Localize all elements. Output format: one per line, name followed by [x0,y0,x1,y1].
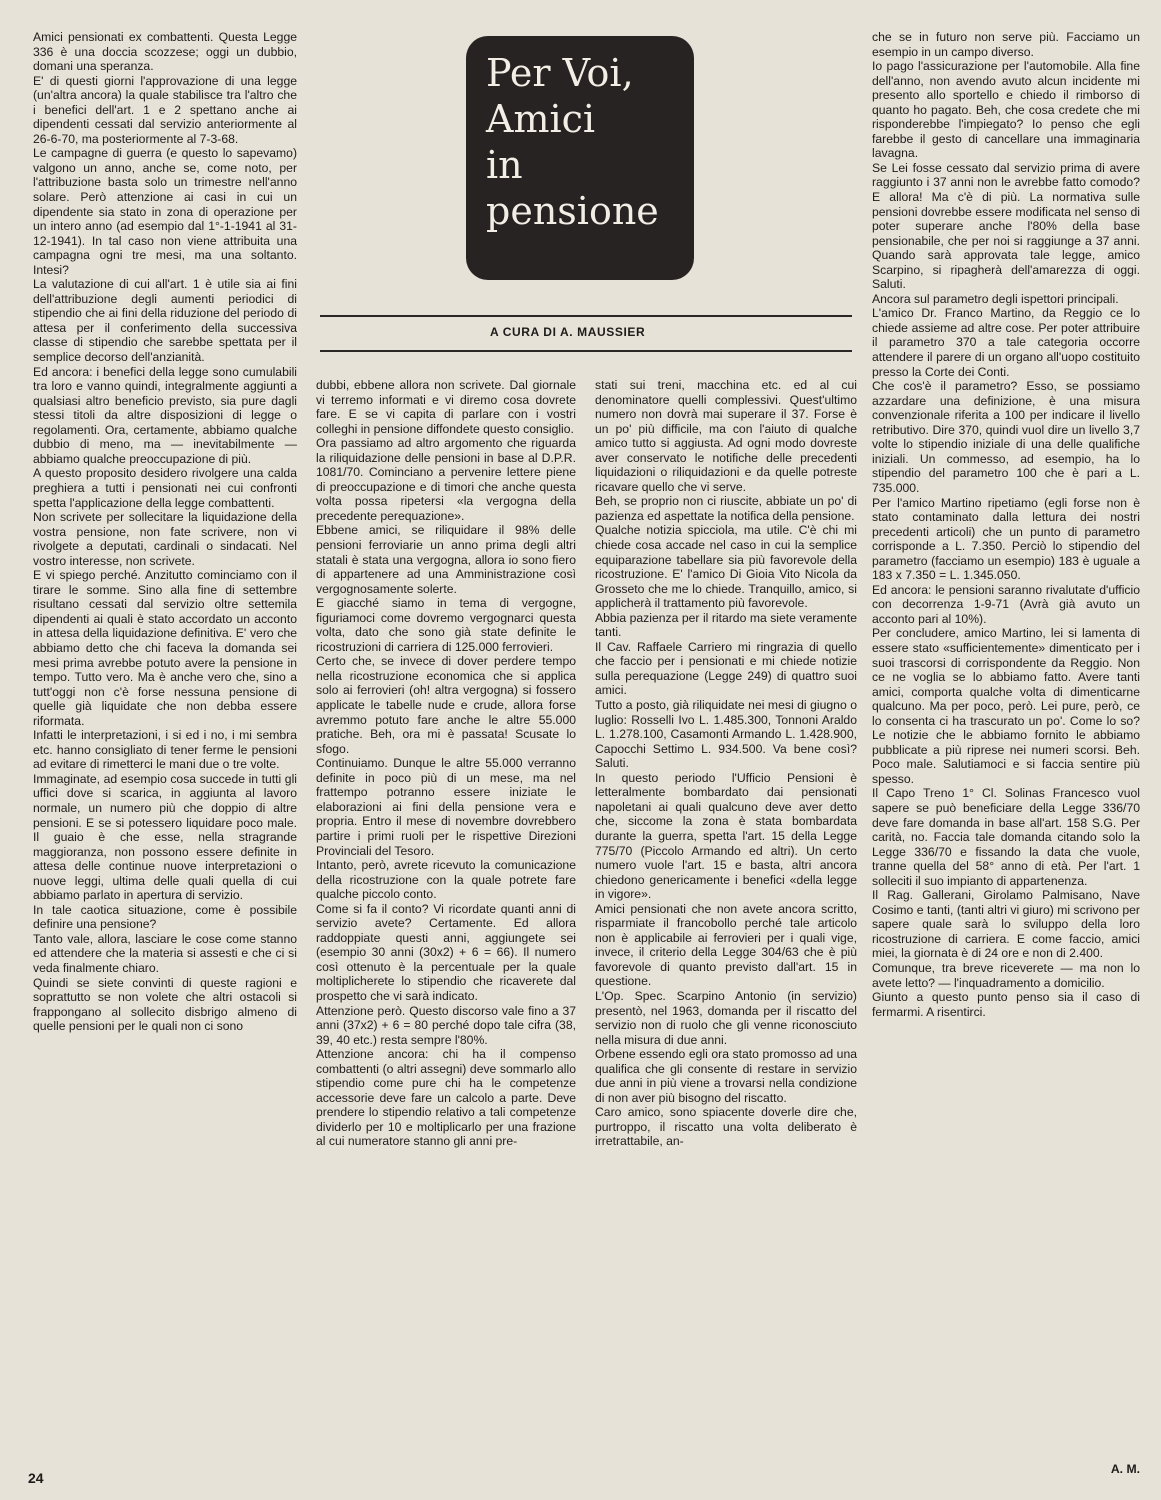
paragraph: Ebbene amici, se riliquidare il 98% delle pensioni ferroviarie un anno prima degli altri statali è stata una vergogna, allora io sono fiero di appartenere ad una Amministrazione così vergognosamente solerte. [316,523,576,596]
title-line-1: Per Voi, [486,51,634,95]
byline: A CURA DI A. MAUSSIER [490,325,646,339]
paragraph: In questo periodo l'Ufficio Pensioni è letteralmente bombardato dai pensionati napoletani ai quali qualcuno deve aver detto che, siccome la zona è stata bombardata durante la guerra, spetta l'art. 15 della Legge 775/70 (Piccolo Armando ed altri). Un certo numero vuole l'art. 15 e basta, altri ancora chiedono genericamente i benefici «della legge in vigore». [595,770,857,902]
title-line-2: Amici [486,97,596,141]
paragraph: In tale caotica situazione, come è possibile definire una pensione? [33,902,297,932]
paragraph: Se Lei fosse cessato dal servizio prima di avere raggiunto i 37 anni non le avrebbe fatto comodo? E allora! Ma c'è di più. La normativa sulle pensioni dovrebbe essere modificata nel senso di poter superare anche l'80% della base pensionabile, che per noi si raggiunge a 37 anni. Quando sarà approvata tale legge, amico Scarpino, si ripagherà dell'amarezza di oggi. Saluti. [872,160,1140,292]
paragraph: A questo proposito desidero rivolgere una calda preghiera a tutti i pensionati nei cui confronti spetta l'applicazione della legge combattenti. [33,466,297,510]
paragraph: L'Op. Spec. Scarpino Antonio (in servizio) presentò, nel 1963, domanda per il riscatto del servizio non di ruolo che gli venne riconosciuto nella misura di due anni. [595,988,857,1047]
paragraph: Certo che, se invece di dover perdere tempo nella ricostruzione economica che si applica solo ai ferrovieri (oh! altra vergogna) si fossero applicate le tabelle nude e crude, allora forse avremmo potuto fare anche le altre 55.000 pratiche. Beh, ora mi è passata! Scusate lo sfogo. [316,654,576,756]
paragraph: dubbi, ebbene allora non scrivete. Dal giornale vi terremo informati e vi diremo cosa dovrete fare. E se vi capita di parlare con i vostri colleghi in pensione diffondete questo consiglio. [316,378,576,436]
text-column-2 [316,378,576,1478]
paragraph: E' di questi giorni l'approvazione di una legge (un'altra ancora) la quale stabilisce tra l'altro che i benefici dell'art. 1 e 2 spettano anche ai dipendenti cessati dal servizio anteriormente al 26-6-70, ma posteriormente al 7-3-68. [33,73,297,146]
paragraph: Abbia pazienza per il ritardo ma siete veramente tanti. [595,610,857,640]
paragraph: Attenzione ancora: chi ha il compenso combattenti (o altri assegni) deve sommarlo allo stipendio come pure chi ha le competenze accessorie deve fare un calcolo a parte. Deve prendere lo stipendio relativo a tali competenze dividerlo per 10 e moltiplicarlo per una frazione al cui numeratore stanno gli anni pre- [316,1047,576,1149]
paragraph: Io pago l'assicurazione per l'automobile. Alla fine dell'anno, non avendo avuto alcun incidente mi presento allo sportello e chiedo il rimborso di quanto ho pagato. Beh, che cosa credete che mi risponderebbe l'impiegato? Io penso che egli farebbe il gesto di cancellare una immaginaria lavagna. [872,59,1140,161]
text-column-1 [33,30,297,1462]
paragraph: Ora passiamo ad altro argomento che riguarda la riliquidazione delle pensioni in base al D.P.R. 1081/70. Cominciano a pervenire lettere piene di preoccupazione e di timori che anche questa volta possa ripetersi «la vergogna della precedente perequazione». [316,436,576,523]
paragraph: E vi spiego perché. Anzitutto cominciamo con il tirare le somme. Sino alla fine di settembre risultano cessati dal servizio oltre settemila dipendenti ai quali è stato accordato un acconto in attesa della liquidazione definitiva. E' vero che abbiamo detto che chi faceva la domanda sei mesi prima avrebbe potuto avere la pensione in tempo. Tutto vero. Ma è anche vero che, sino a tutt'oggi non c'è forse nessuna pensione di quelle già liquidate che non debba essere riformata. [33,568,297,728]
paragraph: Ed ancora: le pensioni saranno rivalutate d'ufficio con decorrenza 1-9-71 (Avrà già avuto un acconto pari al 10%). [872,582,1140,626]
paragraph: Come si fa il conto? Vi ricordate quanti anni di servizio avete? Certamente. Ed allora raddoppiate questi anni, aggiungete sei (esempio 30 anni (30x2) + 6 = 66). Il numero così ottenuto è la percentuale per la quale moltiplicherete lo stipendio che ricaverete dal prospetto che vi sarà indicato. [316,901,576,1003]
text-column-3 [595,378,857,1478]
paragraph: E giacché siamo in tema di vergogne, figuriamoci come dovremo vergognarci questa volta, dato che sono già state definite le ricostruzioni di carriera di 125.000 ferrovieri. [316,596,576,654]
paragraph: Amici pensionati che non avete ancora scritto, risparmiate il francobollo perché tale articolo non è applicabile ai ferrovieri per i quali vige, invece, il criterio della Legge 304/63 che è più favorevole di quanto previsto dall'art. 15 in questione. [595,901,857,989]
paragraph: Ed ancora: i benefici della legge sono cumulabili tra loro e vanno quindi, integralmente aggiunti a qualsiasi altro beneficio previsto, sia pure dagli stessi titoli da altre disposizioni di legge o regolamenti. Ora, certamente, abbiamo qualche dubbio di meno, ma — inevitabilmente — abbiamo qualche preoccupazione di più. [33,364,297,466]
signature: A. M. [1110,1462,1140,1476]
title-box [466,36,694,280]
paragraph: La valutazione di cui all'art. 1 è utile sia ai fini dell'attribuzione degli aumenti periodici di stipendio che ai fini della riduzione del periodo di attesa per il conferimento della successiva classe di stipendio che sarebbe spettata per il semplice decorso dell'anzianità. [33,277,297,365]
paragraph: che se in futuro non serve più. Facciamo un esempio in un campo diverso. [872,30,1140,59]
paragraph: Caro amico, sono spiacente doverle dire che, purtroppo, il riscatto una volta deliberato è irretrattabile, an- [595,1105,857,1149]
paragraph: Qualche notizia spicciola, ma utile. C'è chi mi chiede cosa accade nel caso in cui la semplice equiparazione tabellare sia più favorevole della ricostruzione. E' l'amico Di Gioia Vito Nicola da Grosseto che me lo chiede. Tranquillo, amico, si applicherà il trattamento più favorevole. [595,523,857,611]
paragraph: Continuiamo. Dunque le altre 55.000 verranno definite in poco più di un mese, ma nel frattempo potranno essere iniziate le elaborazioni ai fini della pensione vera e propria. Entro il mese di novembre dovrebbero partire i primi ruoli per le rispettive Direzioni Provinciali del Tesoro. [316,756,576,858]
paragraph: Quindi se siete convinti di queste ragioni e soprattutto se non volete che altri ostacoli si frappongano al sollecito disbrigo almeno di quelle pensioni per le quali non ci sono [33,975,297,1034]
paragraph: Il Cav. Raffaele Carriero mi ringrazia di quello che faccio per i pensionati e mi chiede notizie sulla perequazione (Legge 249) di quattro suoi amici. [595,639,857,698]
paragraph: Infatti le interpretazioni, i si ed i no, i mi sembra etc. hanno consigliato di tener ferme le pensioni ad evitare di rimetterci le mani due o tre volte. [33,728,297,772]
title-line-4: pensione [486,189,659,233]
paragraph: Ancora sul parametro degli ispettori principali. [872,291,1119,306]
paragraph: stati sui treni, macchina etc. ed al cui denominatore quelli complessivi. Quest'ultimo numero non dovrà mai superare il 37. Forse è un po' più difficile, ma con l'aiuto di qualche amico tutto si aggiusta. Ad ogni modo dovreste aver conservato le notifiche delle precedenti liquidazioni o riliquidazioni e da quelle potreste ricavare quello che vi serve. [595,378,857,494]
paragraph: Che cos'è il parametro? Esso, se possiamo azzardare una definizione, è una misura convenzionale riferita a 100 per indicare il livello retributivo. Dire 370, quindi vuol dire un livello 3,7 volte lo stipendio iniziale di una delle qualifiche iniziali. Un commesso, ad esempio, ha lo stipendio del parametro 100 che è pari a L. 735.000. [872,379,1140,495]
paragraph: Attenzione però. Questo discorso vale fino a 37 anni (37x2) + 6 = 80 perché dopo tale cifra (38, 39, 40 etc.) resta sempre l'80%. [316,1003,576,1047]
paragraph: Immaginate, ad esempio cosa succede in tutti gli uffici dove si scarica, in aggiunta al lavoro normale, un numero più che doppio di altre pensioni. E se si potessero liquidare poco male. Il guaio è che esse, nella stragrande maggioranza, non possono essere definite in attesa delle continue nuove interpretazioni o nuove leggi, ultima delle quali quella di cui abbiamo parlato in apertura di servizio. [33,771,297,903]
paragraph: Le campagne di guerra (e questo lo sapevamo) valgono un anno, anche se, come noto, per l'attribuzione basta solo un trimestre nell'anno solare. Però attenzione ai casi in cui un dipendente sia stato in zona di operazione per un intero anno (ad esempio dal 1°-1-1941 al 31-12-1941). In tal caso non viene attribuita una campagna ogni tre mesi, ma una soltanto. Intesi? [33,146,297,277]
paragraph: Intanto, però, avrete ricevuto la comunicazione della ricostruzione con la quale potrete fare qualche piccolo conto. [316,858,576,902]
paragraph: L'amico Dr. Franco Martino, da Reggio ce lo chiede assieme ad altre cose. Per poter attribuire il parametro 370 a tale categoria occorre attendere il parere di un organo all'uopo costituito presso la Corte dei Conti. [872,306,1140,379]
paragraph: Comunque, tra breve riceverete — ma non lo avete letto? — l'inquadramento a domicilio. [872,961,1140,990]
text-column-4 [872,30,1140,1462]
paragraph: Orbene essendo egli ora stato promosso ad una qualifica che gli consente di restare in servizio due anni in più viene a trovarsi nella condizione di non aver più bisogno del riscatto. [595,1047,857,1105]
header-rule-top [320,315,852,317]
paragraph: Tanto vale, allora, lasciare le cose come stanno ed attendere che la materia si assesti e che ci si veda finalmente chiaro. [33,931,297,975]
header-rule-bottom [320,350,852,352]
paragraph: Giunto a questo punto penso sia il caso di fermarmi. A risentirci. [872,990,1140,1019]
paragraph: Beh, se proprio non ci riuscite, abbiate un po' di pazienza ed aspettate la notifica della pensione. [595,494,857,523]
page-number: 24 [28,1470,44,1486]
paragraph: Tutto a posto, già riliquidate nei mesi di giugno o luglio: Rosselli Ivo L. 1.485.300, Tonnoni Araldo L. 1.278.100, Casamonti Armando L. 1.428.900, Capocchi Settimo L. 934.500. Va bene così? Saluti. [595,698,857,771]
title-line-3: in [486,143,523,187]
paragraph: Amici pensionati ex combattenti. Questa Legge 336 è una doccia scozzese; oggi un dubbio, domani una speranza. [33,30,297,74]
paragraph: Per l'amico Martino ripetiamo (egli forse non è stato contaminato dalla lettura dei nostri precedenti articoli) che un punto di parametro corrisponde a L. 7.350. Perciò lo stipendio del parametro (facciamo un esempio) 183 è uguale a 183 x 7.350 = L. 1.345.050. [872,495,1140,583]
paragraph: Il Capo Treno 1° Cl. Solinas Francesco vuol sapere se può beneficiare della Legge 336/70 deve fare domanda in base all'art. 158 S.G. Per carità, no. Faccia tale domanda citando solo la Legge 336/70 e fissando la data che vuole, tranne quella del 58° anno di età. Per l'art. 1 solleciti il suo impianto di appartenenza. [872,786,1140,888]
paragraph: Non scrivete per sollecitare la liquidazione della vostra pensione, non fate scrivere, non vi rivolgete a deputati, cardinali o sindacati. Nel vostro interesse, non scrivete. [33,510,297,568]
article-title [486,50,686,234]
paragraph: Per concludere, amico Martino, lei si lamenta di essere stato «sufficientemente» dimenticato per i suoi trascorsi di corrispondente da Reggio. Non ce ne voglia se lo abbiamo fatto. Avere tanti amici, comporta qualche volta di dimenticarne qualcuno. Ma per poco, però. Lei pure, però, ce lo consenta ci ha trascurato un po'. Come lo so? Le notizie che le abbiamo fornito le abbiamo pubblicate a più riprese nei numeri scorsi. Beh. Poco male. Salutiamoci e si faccia sentire più spesso. [872,626,1140,786]
paragraph: Il Rag. Gallerani, Girolamo Palmisano, Nave Cosimo e tanti, (tanti altri vi giuro) mi scrivono per sapere quale sarà lo sviluppo della loro ricostruzione di carriera. E come faccio, amici miei, la giornata è di 24 ore e non di 2.400. [872,888,1140,961]
